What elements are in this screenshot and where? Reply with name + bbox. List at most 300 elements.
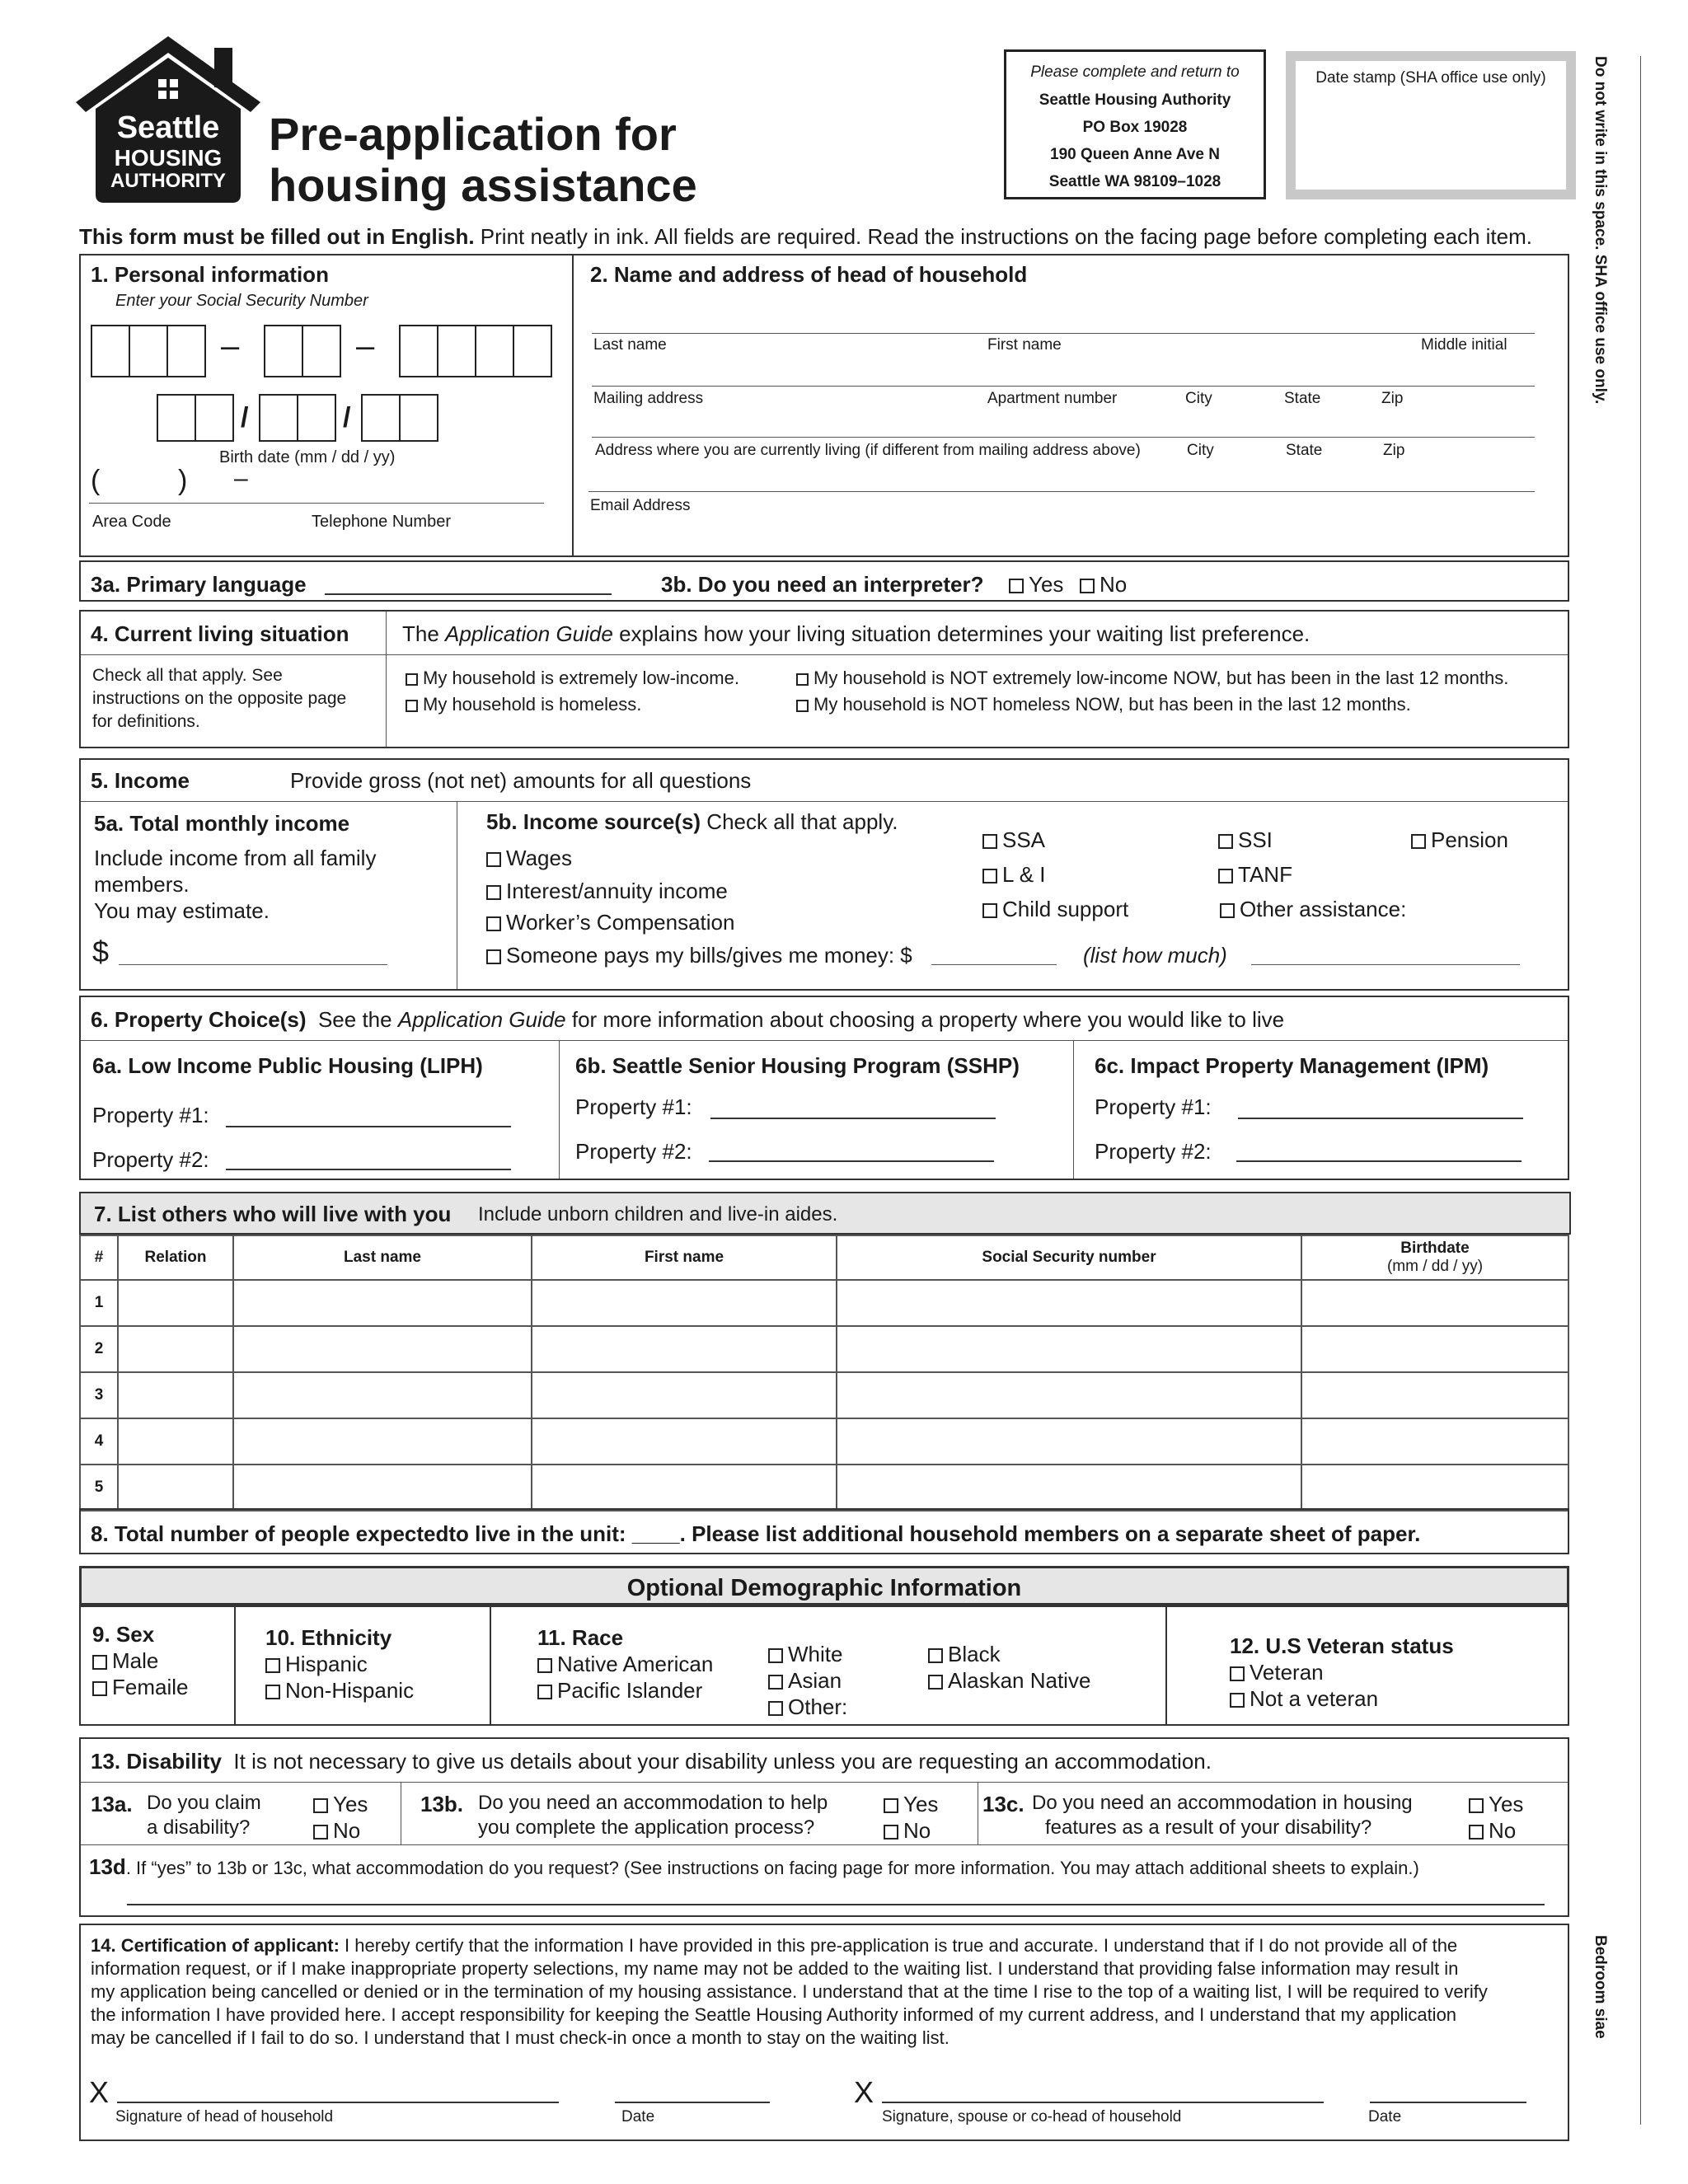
checkbox-icon[interactable] [486,885,501,900]
ssn-dash: – [221,328,240,364]
email-field[interactable] [588,491,1535,492]
checkbox-icon[interactable] [537,1685,552,1699]
s4-inst2: instructions on the opposite page [92,689,347,708]
bedroom-size-note: Bedroom siae [1592,1935,1609,2039]
checkbox-icon[interactable] [486,852,501,867]
option-not-extremely-low-income[interactable] [796,668,1508,689]
income-wages[interactable] [486,846,572,871]
checkbox-icon[interactable] [1220,903,1235,918]
apt-label: Apartment number [987,390,1118,407]
last-name-cell[interactable] [233,1418,532,1465]
signature-x: X [89,2075,110,2109]
ethnicity-hispanic[interactable] [265,1652,368,1677]
s13d-row [89,1854,1419,1880]
head-signature-label: Signature of head of household [115,2108,334,2125]
side-divider [1640,56,1641,2125]
city-label: City [1187,442,1214,459]
ssn-digit[interactable] [264,325,303,377]
intro-bold: This form must be filled out in English. [79,224,475,249]
s4-title: 4. Current living situation [91,621,349,646]
s7-title: 7. List others who will live with you [94,1202,452,1226]
checkbox-icon[interactable] [982,869,997,883]
someone-pays-amount-field[interactable] [931,964,1057,965]
yes-label: Yes [1029,572,1064,597]
last-name-cell[interactable] [233,1326,532,1372]
return-line3: PO Box 19028 [1082,119,1188,136]
income-child-support[interactable] [982,897,1128,922]
birth-digit[interactable] [361,394,401,442]
s14-line5: may be cancelled if I fail to do so. I understand that I must check-in once a month to stay on the waiting list. [91,2027,950,2048]
income-li[interactable] [982,862,1046,888]
checkbox-icon[interactable] [1218,869,1233,883]
last-name-cell[interactable] [233,1465,532,1511]
telephone-label: Telephone Number [312,513,451,531]
ssn-cell[interactable] [837,1418,1301,1465]
yes-label: Yes [1489,1792,1524,1816]
return-line4: 190 Queen Anne Ave N [1050,146,1220,163]
first-name-cell[interactable] [532,1280,837,1326]
s14-l1: I hereby certify that the information I have provided in this pre-application is true and accurate. I understand that if I do not provide all of the [339,1935,1458,1956]
income-someone-pays[interactable] [486,943,912,968]
sshp-property1-field[interactable] [710,1118,996,1119]
ssn-digit[interactable] [166,325,206,377]
relation-cell[interactable] [118,1326,233,1372]
disability-yes[interactable] [313,1792,368,1817]
s9-title: 9. Sex [92,1622,155,1647]
guide-post: explains how your living situation determines your waiting list preference. [612,621,1311,646]
last-name-cell[interactable] [233,1280,532,1326]
divider [572,255,574,555]
date-stamp-label: Date stamp (SHA office use only) [1315,69,1546,87]
checkbox-icon[interactable] [982,834,997,849]
checkbox-icon[interactable] [884,1798,898,1813]
race-black[interactable] [928,1642,1001,1667]
ssa-label: SSA [1002,827,1046,852]
ssi-label: SSI [1238,827,1273,852]
divider [490,1607,491,1724]
first-name-label: First name [987,336,1062,354]
table-row [80,1418,1568,1465]
interpreter-yes[interactable] [1009,572,1063,598]
accommodation-request-field[interactable] [127,1904,1545,1905]
no-label: No [333,1818,361,1843]
wages-label: Wages [506,846,572,870]
return-address-box [1004,49,1266,199]
intro-rest: Print neatly in ink. All fields are required. Read the instructions on the facing page before completing each item. [474,224,1532,249]
s1-title: 1. Personal information [91,262,329,287]
option-extremely-low-income[interactable] [406,668,739,689]
divider [386,612,387,747]
s13-title-row [91,1749,1212,1774]
s3b-label: 3b. Do you need an interpreter? [661,572,984,597]
ipm-property2-field[interactable] [1236,1160,1522,1162]
divider [81,654,1568,655]
zip-label: Zip [1383,442,1405,459]
checkbox-icon[interactable] [768,1675,783,1690]
white-label: White [788,1642,843,1666]
checkbox-icon[interactable] [1411,834,1426,849]
sha-logo [73,33,264,206]
sshp-property2-label: Property #2: [575,1139,692,1164]
hispanic-label: Hispanic [285,1652,368,1676]
name-field[interactable] [592,333,1535,334]
checkbox-icon[interactable] [1080,579,1095,593]
s13b-line1: Do you need an accommodation to help [478,1792,828,1814]
ipm-property1-field[interactable] [1238,1118,1523,1119]
last-name-label: Last name [593,336,667,354]
interpreter-no[interactable] [1080,572,1127,598]
section-7-header [79,1192,1571,1235]
birth-digit[interactable] [399,394,438,442]
s11-title: 11. Race [537,1625,624,1650]
veteran-yes[interactable] [1230,1660,1324,1685]
divider [81,1040,1568,1041]
veteran-no[interactable] [1230,1686,1378,1712]
s13a-label: 13a. [91,1792,133,1816]
table-row [80,1326,1568,1372]
spouse-signature-date-field[interactable] [1370,2102,1526,2103]
col-first-name: First name [532,1235,837,1280]
guide-italic: Application Guide [445,621,613,646]
birth-slash: / [241,402,249,434]
checkbox-icon[interactable] [928,1648,943,1663]
ssn-cell[interactable] [837,1465,1301,1511]
ipm-property2-label: Property #2: [1095,1139,1212,1164]
s6a-title: 6a. Low Income Public Housing (LIPH) [92,1053,483,1078]
return-line2: Seattle Housing Authority [1039,91,1231,109]
sex-female[interactable] [92,1675,188,1700]
ethnicity-non-hispanic[interactable] [265,1678,414,1704]
ssn-cell[interactable] [837,1280,1301,1326]
birth-date-label: Birth date (mm / dd / yy) [219,448,396,466]
accommodation-process-yes[interactable] [884,1792,938,1817]
s12-title: 12. U.S Veteran status [1230,1633,1454,1658]
checkbox-icon[interactable] [982,903,997,918]
checkbox-icon[interactable] [1469,1825,1484,1840]
pension-label: Pension [1431,827,1508,852]
list-how-much-field[interactable] [1251,964,1520,965]
last-name-cell[interactable] [233,1372,532,1418]
checkbox-icon[interactable] [313,1825,328,1840]
birth-slash: / [343,402,351,434]
checkbox-icon[interactable] [406,700,418,712]
checkbox-icon[interactable] [1469,1798,1484,1813]
optional-title: Optional Demographic Information [626,1575,1022,1601]
accommodation-housing-no[interactable] [1469,1818,1516,1844]
checkbox-icon[interactable] [928,1675,943,1690]
s4-inst3: for definitions. [92,712,200,731]
phone-paren-open: ( [91,465,101,496]
birthdate-format: (mm / dd / yy) [1386,1258,1484,1275]
checkbox-icon[interactable] [313,1798,328,1813]
checkbox-icon[interactable] [1218,834,1233,849]
middle-initial-label: Middle initial [1421,336,1507,354]
s14-line4: the information I have provided here. I accept responsibility for keeping the Seattle Housing Authority informed of my current address, and I understand that my application [91,2004,1457,2025]
liph-property1-field[interactable] [226,1126,511,1127]
first-name-cell[interactable] [532,1418,837,1465]
form-title-line2: housing assistance [269,159,697,211]
sshp-property1-label: Property #1: [575,1094,692,1119]
first-name-cell[interactable] [532,1372,837,1418]
area-code-label: Area Code [92,513,171,531]
birth-digit[interactable] [157,394,196,442]
s5a-line1: Include income from all family [94,846,377,870]
s5-title: 5. Income [91,768,190,793]
relation-cell[interactable] [118,1280,233,1326]
checkbox-icon[interactable] [406,673,418,686]
income-other-assistance[interactable] [1220,897,1406,922]
not-veteran-label: Not a veteran [1250,1686,1379,1711]
income-ssi[interactable] [1218,827,1273,853]
tanf-label: TANF [1238,862,1292,887]
ssn-digit[interactable] [437,325,476,377]
s14-line3: my application being cancelled or denied or in the termination of my housing assistance. I understand that at the time I rise to the top of a waiting list, I will be required to verify [91,1981,1488,2002]
checkbox-icon[interactable] [92,1681,107,1696]
s6c-title: 6c. Impact Property Management (IPM) [1095,1053,1489,1078]
checkbox-icon[interactable] [796,700,809,712]
income-pension[interactable] [1411,827,1508,853]
s13a-line1: Do you claim [147,1792,261,1814]
primary-language-field[interactable] [325,593,612,595]
income-ssa[interactable] [982,827,1045,853]
s6-title: 6. Property Choice(s) [91,1007,307,1032]
s13a-line2: a disability? [147,1816,251,1839]
col-last-name: Last name [233,1235,532,1280]
section-14 [79,1924,1569,2141]
section-4 [79,610,1569,748]
s8-text: 8. Total number of people expectedto live in the unit: ____. Please list additional household members on a separate sheet of paper. [91,1521,1421,1546]
section-13 [79,1737,1569,1917]
row-number: 4 [80,1418,118,1465]
demographic-section [79,1605,1569,1726]
non-hispanic-label: Non-Hispanic [285,1678,415,1703]
race-asian[interactable] [768,1668,842,1694]
checkbox-icon[interactable] [1230,1666,1245,1681]
form-title-line1: Pre-application for [269,108,677,160]
race-native-american[interactable] [537,1652,713,1677]
section-6 [79,996,1569,1180]
race-pacific-islander[interactable] [537,1678,702,1704]
checkbox-icon[interactable] [265,1658,280,1673]
ssn-cell[interactable] [837,1326,1301,1372]
col-birthdate [1301,1235,1568,1280]
opt4-label: My household is NOT homeless NOW, but has been in the last 12 months. [814,694,1411,715]
email-label: Email Address [590,497,691,514]
city-label: City [1185,390,1212,407]
someone-label: Someone pays my bills/gives me money: $ [506,943,912,968]
race-white[interactable] [768,1642,842,1667]
current-address-field[interactable] [592,437,1535,438]
phone-dash: – [234,465,248,492]
relation-cell[interactable] [118,1418,233,1465]
alaskan-label: Alaskan Native [948,1668,1091,1693]
birth-digit[interactable] [195,394,234,442]
ssn-digit[interactable] [475,325,514,377]
asian-label: Asian [788,1668,842,1693]
accommodation-process-no[interactable] [884,1818,931,1844]
divider [234,1607,236,1724]
divider [559,1040,560,1179]
ssn-cell[interactable] [837,1372,1301,1418]
workers-label: Worker’s Compensation [506,910,735,935]
s6-sub-post: for more information about choosing a property where you would like to live [565,1007,1285,1032]
disability-no[interactable] [313,1818,360,1844]
checkbox-icon[interactable] [768,1648,783,1663]
s4-inst1: Check all that apply. See [92,666,283,685]
birthdate-cell[interactable] [1301,1418,1568,1465]
li-label: L & I [1002,862,1046,887]
birthdate-cell[interactable] [1301,1465,1568,1511]
veteran-label: Veteran [1250,1660,1324,1685]
s13-sub: It is not necessary to give us details about your disability unless you are requesting an accommodation. [233,1749,1212,1774]
s2-title: 2. Name and address of head of household [590,262,1028,287]
birthdate-cell[interactable] [1301,1280,1568,1326]
col-number: # [80,1235,118,1280]
ssn-digit[interactable] [302,325,341,377]
signature-x: X [854,2075,874,2109]
yes-label: Yes [333,1792,368,1816]
optional-demographic-header [79,1566,1569,1605]
black-label: Black [948,1642,1001,1666]
spouse-signature-field[interactable] [882,2102,1324,2103]
s13c-label: 13c. [982,1792,1025,1816]
checkbox-icon[interactable] [92,1655,107,1670]
section-3 [79,560,1569,602]
child-label: Child support [1002,897,1129,921]
female-label: Femaile [112,1675,189,1699]
office-use-side-note: Do not write in this space. SHA office use only. [1592,56,1609,405]
row-number: 1 [80,1280,118,1326]
intro-text [79,224,1532,250]
date-label: Date [1368,2108,1402,2125]
liph-property2-field[interactable] [226,1169,511,1170]
male-label: Male [112,1648,159,1673]
s13c-line1: Do you need an accommodation in housing [1032,1792,1413,1814]
state-label: State [1284,390,1321,407]
mailing-field[interactable] [592,386,1535,387]
no-label: No [903,1818,931,1843]
current-address-label: Address where you are currently living (if different from mailing address above) [595,442,1141,459]
checkbox-icon[interactable] [265,1685,280,1699]
date-stamp-box [1286,51,1576,199]
ssn-digit[interactable] [399,325,438,377]
s5a-title: 5a. Total monthly income [94,811,350,836]
birthdate-cell[interactable] [1301,1326,1568,1372]
birth-digit[interactable] [259,394,298,442]
phone-paren-close: ) [178,465,188,496]
income-tanf[interactable] [1218,862,1292,888]
logo-authority: AUTHORITY [110,170,226,192]
sshp-property2-field[interactable] [709,1160,994,1162]
option-homeless[interactable] [406,694,641,715]
s13b-label: 13b. [420,1792,464,1816]
opt2-label: My household is homeless. [423,694,642,715]
option-not-homeless[interactable] [796,694,1411,715]
s13-title: 13. Disability [91,1749,222,1774]
native-label: Native American [557,1652,714,1676]
liph-property1-label: Property #1: [92,1103,209,1127]
s13d-text: . If “yes” to 13b or 13c, what accommodation do you request? (See instructions on facing page for more information. You may attach additional sheets to explain.) [125,1858,1419,1878]
s14-line1 [91,1935,1457,1957]
ssn-digit[interactable] [129,325,168,377]
checkbox-icon[interactable] [1009,579,1024,593]
opt3-label: My household is NOT extremely low-income NOW, but has been in the last 12 months. [814,668,1509,688]
s6-sub-italic: Application Guide [397,1007,566,1032]
s13c-line2: features as a result of your disability? [1045,1816,1372,1839]
logo-seattle: Seattle [116,110,220,145]
other-label: Other: [788,1694,848,1719]
household-members-table [79,1235,1569,1511]
divider [1165,1607,1167,1724]
s4-guide [402,621,1310,647]
head-signature-field[interactable] [117,2102,559,2103]
first-name-cell[interactable] [532,1465,837,1511]
spouse-signature-label: Signature, spouse or co-head of household [882,2108,1182,2125]
yes-label: Yes [903,1792,939,1816]
s5a-line2: members. [94,872,190,897]
checkbox-icon[interactable] [768,1701,783,1716]
col-relation: Relation [118,1235,233,1280]
table-header-row [80,1235,1568,1280]
accommodation-housing-yes[interactable] [1469,1792,1523,1817]
dollar-sign: $ [92,935,110,968]
race-alaskan-native[interactable] [928,1668,1090,1694]
no-label: No [1489,1818,1517,1843]
first-name-cell[interactable] [532,1326,837,1372]
sex-male[interactable] [92,1648,158,1674]
table-row [80,1372,1568,1418]
s7-sub: Include unborn children and live-in aides. [478,1203,838,1226]
checkbox-icon[interactable] [884,1825,898,1840]
section-8 [79,1508,1569,1554]
checkbox-icon[interactable] [796,673,809,686]
divider [1073,1040,1074,1179]
income-interest[interactable] [486,879,728,904]
s5b-bold: 5b. Income source(s) [486,809,701,834]
phone-field[interactable] [89,503,544,504]
col-ssn: Social Security number [837,1235,1301,1280]
ssn-dash: – [356,328,375,364]
row-number: 2 [80,1326,118,1372]
income-workers-comp[interactable] [486,910,734,935]
other-label: Other assistance: [1240,897,1407,921]
table-row [80,1465,1568,1511]
guide-pre: The [402,621,446,646]
head-signature-date-field[interactable] [615,2102,770,2103]
ssn-digit[interactable] [91,325,130,377]
row-number: 3 [80,1372,118,1418]
birth-digit[interactable] [297,394,336,442]
checkbox-icon[interactable] [537,1658,552,1673]
row-number: 5 [80,1465,118,1511]
checkbox-icon[interactable] [1230,1693,1245,1708]
s13b-line2: you complete the application process? [478,1816,815,1839]
ipm-property1-label: Property #1: [1095,1094,1212,1119]
zip-label: Zip [1381,390,1404,407]
race-other[interactable] [768,1694,847,1720]
relation-cell[interactable] [118,1465,233,1511]
monthly-income-field[interactable] [119,964,387,965]
ssn-digit[interactable] [513,325,552,377]
mailing-label: Mailing address [593,390,704,407]
return-line1: Please complete and return to [1030,63,1240,81]
relation-cell[interactable] [118,1372,233,1418]
birthdate-cell[interactable] [1301,1372,1568,1418]
checkbox-icon[interactable] [486,916,501,931]
return-line5: Seattle WA 98109–1028 [1048,173,1221,190]
s6-sub-pre: See the [317,1007,398,1032]
checkbox-icon[interactable] [486,949,501,964]
